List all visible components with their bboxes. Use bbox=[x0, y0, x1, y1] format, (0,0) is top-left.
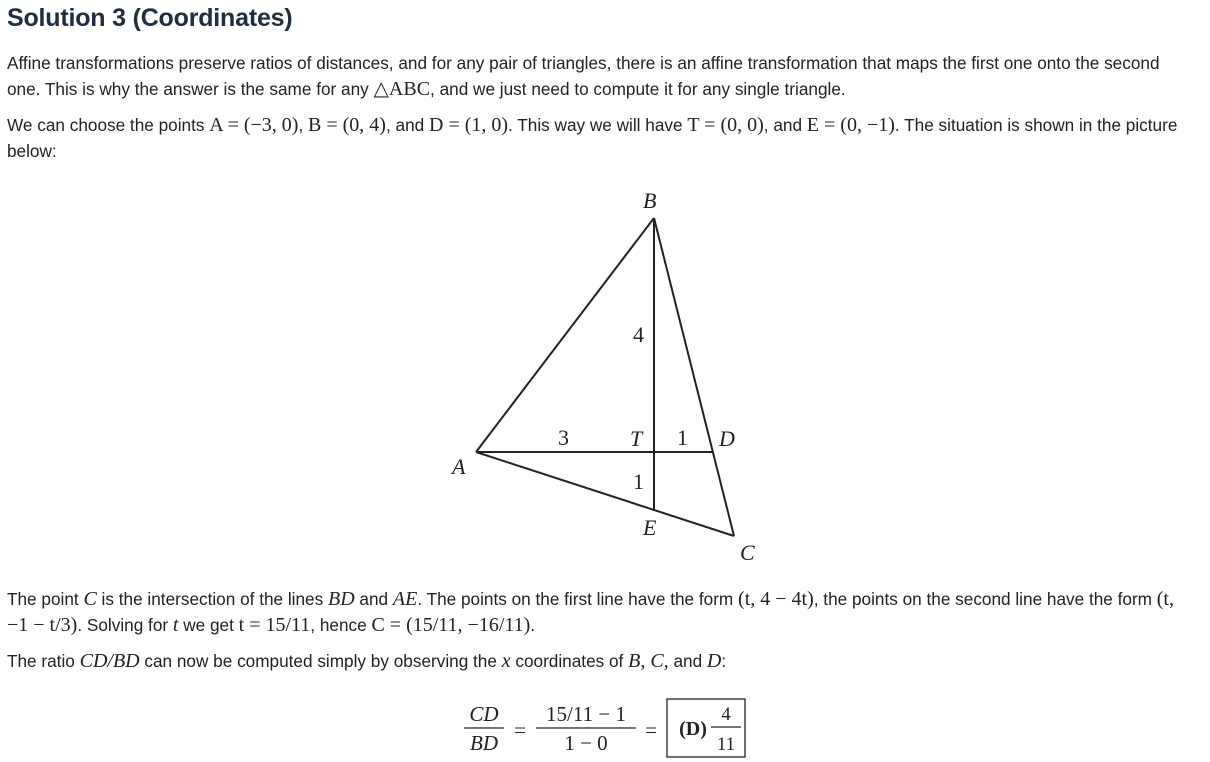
text: We can choose the points bbox=[7, 115, 210, 135]
length-label-at: 3 bbox=[558, 425, 569, 450]
text: . Solving for bbox=[77, 615, 173, 635]
segment-bc bbox=[654, 218, 734, 536]
eq-lhs-numerator: CD bbox=[469, 702, 499, 726]
math-form-2: (t, −1 − t/3) bbox=[7, 588, 1174, 636]
eq-mid-numerator: 15/11 − 1 bbox=[546, 702, 626, 726]
text: Affine transformations preserve ratios of distances, and for any pair of triangles, there is an affine transformation that maps the first one onto the second one. This is why the answer is the same for any bbox=[7, 53, 1160, 99]
math-ratio: CD/BD bbox=[79, 650, 140, 672]
math-t-value: t = 15/11 bbox=[238, 614, 311, 636]
math-point-d: D = (1, 0) bbox=[429, 114, 509, 136]
eq-mid-denominator: 1 − 0 bbox=[564, 731, 608, 755]
paragraph-ratio bbox=[7, 648, 1197, 674]
paragraph-intersection bbox=[7, 586, 1197, 638]
text: . This way we will have bbox=[508, 115, 688, 135]
label-e: E bbox=[643, 515, 657, 540]
ratio-equation bbox=[464, 699, 745, 757]
label-b: B bbox=[643, 188, 657, 213]
math-bd: BD bbox=[327, 588, 355, 610]
math-point-t: T = (0, 0) bbox=[687, 114, 764, 136]
math-point-b: B = (0, 4) bbox=[308, 114, 386, 136]
math-points: B, C, bbox=[628, 650, 669, 672]
answer-numerator: 4 bbox=[721, 704, 731, 725]
text: The point bbox=[7, 589, 84, 609]
text: The ratio bbox=[7, 651, 80, 671]
label-a: A bbox=[452, 454, 466, 479]
length-label-te: 1 bbox=[633, 469, 644, 494]
text: coordinates of bbox=[510, 651, 629, 671]
math-form-1: (t, 4 − 4t) bbox=[738, 588, 814, 610]
math-point-a: A = (−3, 0) bbox=[209, 114, 299, 136]
label-t: T bbox=[630, 426, 643, 451]
segment-ac bbox=[476, 452, 734, 536]
math-d: D bbox=[706, 650, 722, 672]
length-label-td: 1 bbox=[677, 425, 688, 450]
math-c: C bbox=[83, 588, 97, 610]
text: is the intersection of the lines bbox=[96, 589, 328, 609]
text: and bbox=[668, 651, 707, 671]
eq-equals-2: = bbox=[645, 718, 657, 742]
math-ae: AE bbox=[392, 588, 418, 610]
label-c: C bbox=[740, 540, 755, 565]
text: . The points on the first line have the form bbox=[417, 589, 739, 609]
math-t: t bbox=[172, 614, 179, 636]
text: , and bbox=[763, 115, 807, 135]
segment-ab bbox=[476, 218, 654, 452]
eq-equals-1: = bbox=[514, 718, 526, 742]
text: : bbox=[721, 651, 727, 671]
text: and bbox=[354, 589, 393, 609]
text: . The situation is shown in the picture below: bbox=[7, 115, 1178, 161]
math-triangle-abc: △ABC bbox=[373, 78, 431, 100]
text: , hence bbox=[310, 615, 372, 635]
text: we get bbox=[178, 615, 239, 635]
answer-choice-label: (D) bbox=[679, 718, 707, 740]
text: , bbox=[298, 115, 309, 135]
math-x: x bbox=[501, 650, 511, 672]
label-d: D bbox=[719, 426, 735, 451]
math-point-e: E = (0, −1) bbox=[806, 114, 895, 136]
text: can now be computed simply by observing the bbox=[139, 651, 502, 671]
text: . bbox=[530, 615, 536, 635]
eq-lhs-denominator: BD bbox=[470, 731, 498, 755]
text: , and we just need to compute it for any single triangle. bbox=[430, 79, 846, 99]
text: , the points on the second line have the form bbox=[813, 589, 1157, 609]
section-title: Solution 3 (Coordinates) bbox=[7, 4, 293, 32]
text: , and bbox=[385, 115, 429, 135]
answer-denominator: 11 bbox=[716, 734, 736, 755]
length-label-tb: 4 bbox=[633, 322, 644, 347]
math-c-value: C = (15/11, −16/11) bbox=[371, 614, 531, 636]
